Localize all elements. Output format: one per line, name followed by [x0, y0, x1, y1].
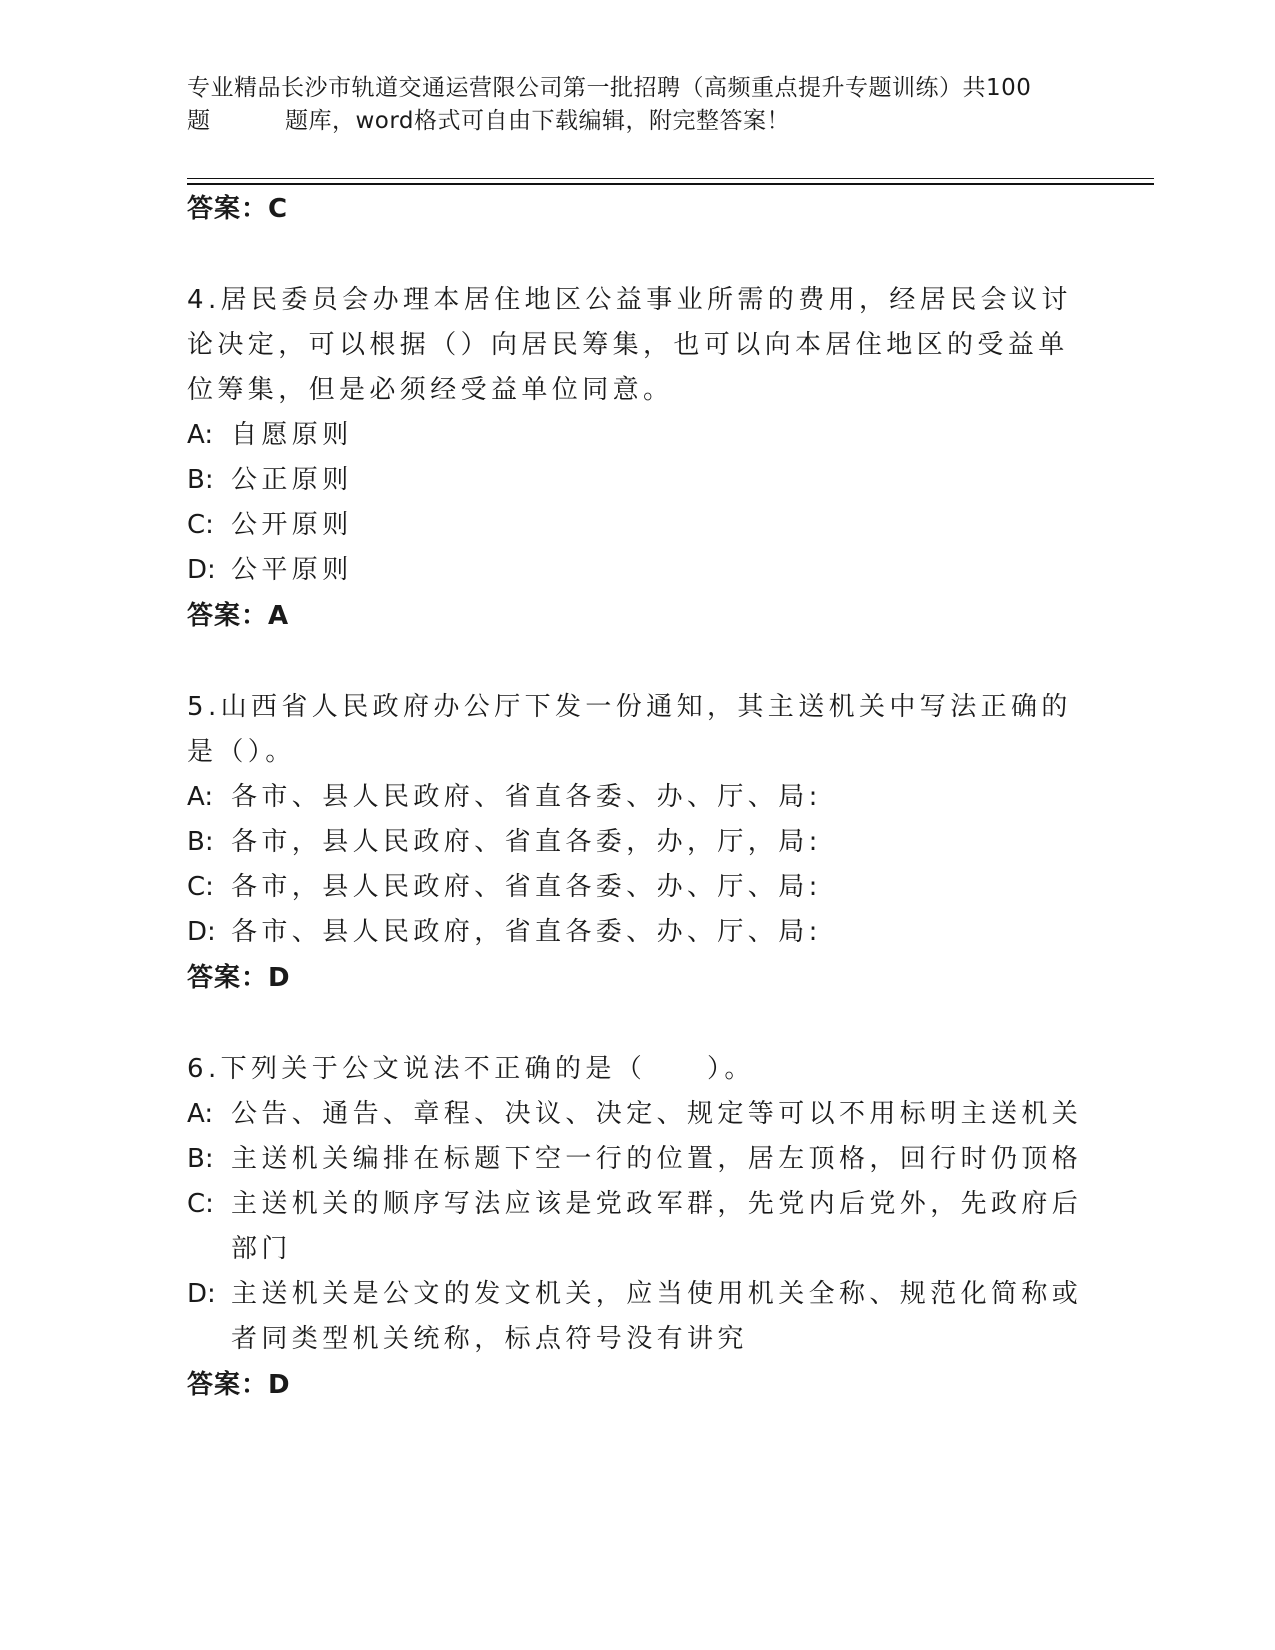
option-d — [187, 548, 1087, 593]
header-title-line2 — [187, 105, 1087, 138]
question-text: 6.下列关于公文说法不正确的是（ ）。 — [187, 1054, 755, 1084]
question-5 — [187, 685, 1087, 1001]
header-rule-thick — [187, 183, 1154, 185]
header-line2-text: 题库，word格式可自由下载编辑，附完整答案！ — [285, 108, 791, 134]
option-text: 主送机关编排在标题下空一行的位置，居左顶格，回行时仍顶格 — [231, 1144, 1083, 1174]
option-c — [187, 1182, 1087, 1272]
header-line2-prefix: 题 — [187, 108, 211, 134]
question-4 — [187, 278, 1087, 639]
option-key: D: — [187, 555, 216, 585]
option-key: B: — [187, 1144, 214, 1174]
option-a — [187, 775, 1087, 820]
option-text: 公开原则 — [231, 510, 353, 540]
spacer — [187, 232, 1087, 278]
option-text: 主送机关的顺序写法应该是党政军群，先党内后党外，先政府后部门 — [231, 1189, 1083, 1264]
question-text: 4.居民委员会办理本居住地区公益事业所需的费用，经居民会议讨论决定，可以根据（）向居民筹集，也可以向本居住地区的受益单位筹集，但是必须经受益单位同意。 — [187, 285, 1072, 405]
option-key: B: — [187, 827, 214, 857]
header-rule-thin — [187, 178, 1154, 179]
option-key: C: — [187, 872, 214, 902]
option-text: 公平原则 — [231, 555, 353, 585]
option-key: C: — [187, 1189, 214, 1219]
option-text: 各市、县人民政府、省直各委、办、厅、局: — [231, 782, 822, 812]
option-d — [187, 910, 1087, 955]
page-header — [187, 72, 1087, 138]
spacer — [187, 639, 1087, 685]
spacer — [187, 1001, 1087, 1047]
answer: 答案：D — [187, 1370, 291, 1400]
option-c — [187, 865, 1087, 910]
option-b — [187, 1137, 1087, 1182]
question-text: 5.山西省人民政府办公厅下发一份通知，其主送机关中写法正确的是（）。 — [187, 692, 1072, 767]
option-text: 公告、通告、章程、决议、决定、规定等可以不用标明主送机关 — [231, 1099, 1083, 1129]
answer: 答案：A — [187, 601, 290, 631]
option-b — [187, 458, 1087, 503]
option-a — [187, 413, 1087, 458]
option-d — [187, 1272, 1087, 1362]
option-text: 各市，县人民政府、省直各委，办，厅，局: — [231, 827, 822, 857]
question-6 — [187, 1047, 1087, 1408]
option-key: A: — [187, 1099, 214, 1129]
option-key: D: — [187, 1279, 216, 1309]
answer-previous: 答案：C — [187, 194, 289, 224]
option-key: B: — [187, 465, 214, 495]
answer: 答案：D — [187, 963, 291, 993]
option-a — [187, 1092, 1087, 1137]
document-body — [187, 186, 1087, 1408]
option-text: 各市、县人民政府，省直各委、办、厅、局: — [231, 917, 822, 947]
option-key: A: — [187, 420, 214, 450]
option-text: 公正原则 — [231, 465, 353, 495]
option-key: D: — [187, 917, 216, 947]
header-title-line1: 专业精品长沙市轨道交通运营限公司第一批招聘（高频重点提升专题训练）共100 — [187, 75, 1032, 101]
option-key: A: — [187, 782, 214, 812]
option-text: 自愿原则 — [231, 420, 353, 450]
option-c — [187, 503, 1087, 548]
option-key: C: — [187, 510, 214, 540]
option-text: 主送机关是公文的发文机关，应当使用机关全称、规范化简称或者同类型机关统称，标点符号没有讲究 — [231, 1279, 1083, 1354]
option-b — [187, 820, 1087, 865]
option-text: 各市，县人民政府、省直各委、办、厅、局: — [231, 872, 822, 902]
